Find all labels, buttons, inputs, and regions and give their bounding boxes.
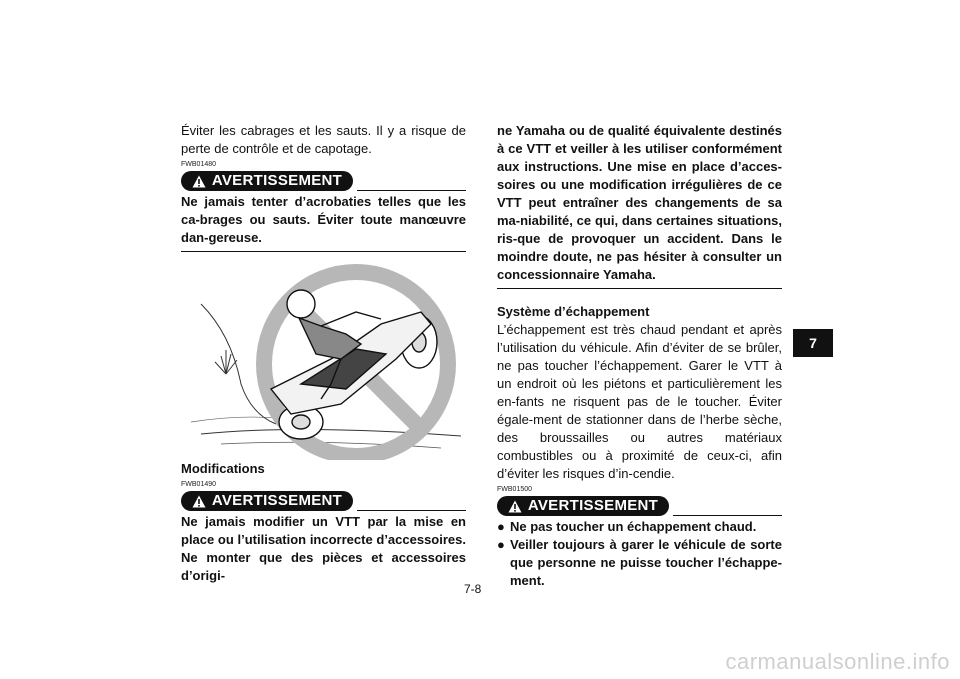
warning-continuation-text: ne Yamaha ou de qualité équivalente destinés à ce VTT et veiller à les utiliser conformément aux instructions. Une mise en place d’acces-soires ou une modification irrégulières de ce VTT peut entraîner des changements de sa ma-niabilité, ce qui, dans certaines situations, ris-que de provoquer un accident. Dans le moindre doute, ne pas hésiter à consulter un concessionnaire Yamaha. bbox=[497, 123, 782, 282]
section-title-exhaust: Système d’échappement bbox=[497, 304, 650, 319]
section-title-modifications: Modifications bbox=[181, 461, 265, 476]
exhaust-paragraph: L’échappement est très chaud pendant et après l’utilisation du véhicule. Afin d’éviter de se brûler, ne pas toucher l’échappement. Garer le VTT à un endroit où les piétons et particulièrement les en-fants ne risquent pas de le toucher. Éviter égale-ment de stationner dans de l’herbe sèche, des broussailles ou autres matériaux combustibles ou à proximité de ceux-ci, afin d’éviter les risques d’in-cendie. bbox=[497, 322, 782, 481]
warning-rule bbox=[357, 190, 466, 191]
warning-badge bbox=[181, 491, 353, 511]
warning-rule bbox=[673, 515, 782, 516]
warning-label: AVERTISSEMENT bbox=[211, 172, 343, 189]
warning-triangle-icon bbox=[192, 495, 206, 508]
warning-code: FWB01490 bbox=[181, 481, 217, 488]
warning-banner bbox=[181, 171, 466, 193]
warning-text: Ne jamais tenter d’acrobaties telles que les ca-brages ou sauts. Éviter toute manœuvre dan-gereuse. bbox=[181, 194, 466, 245]
atv-wheelie-illustration bbox=[181, 264, 466, 460]
page-number: 7-8 bbox=[464, 582, 482, 596]
warning-code: FWB01500 bbox=[497, 486, 533, 493]
left-column bbox=[181, 122, 466, 585]
warning-text: Ne jamais modifier un VTT par la mise en place ou l’utilisation incorrecte d’accessoires. Ne monter que des pièces et accessoires d’origi- bbox=[181, 514, 466, 583]
warning-bullet-list bbox=[497, 518, 782, 590]
list-item: ● Veiller toujours à garer le véhicule de sorte que personne ne puisse toucher l’échappe-ment. bbox=[497, 537, 782, 588]
bullet-dot-icon: ● bbox=[497, 537, 505, 552]
warning-badge bbox=[497, 496, 669, 516]
warning-badge bbox=[181, 171, 353, 191]
right-column bbox=[497, 122, 782, 590]
warning-label: AVERTISSEMENT bbox=[527, 497, 659, 514]
warning-label: AVERTISSEMENT bbox=[211, 492, 343, 509]
warning-end-rule bbox=[181, 251, 466, 252]
bullet-dot-icon: ● bbox=[497, 519, 505, 534]
warning-banner bbox=[497, 496, 782, 518]
warning-triangle-icon bbox=[192, 175, 206, 188]
chapter-tab: 7 bbox=[793, 329, 833, 357]
warning-end-rule bbox=[497, 288, 782, 289]
intro-paragraph: Éviter les cabrages et les sauts. Il y a risque de perte de contrôle et de capotage. bbox=[181, 123, 466, 156]
list-item: ● Ne pas toucher un échappement chaud. bbox=[497, 519, 757, 534]
warning-triangle-icon bbox=[508, 500, 522, 513]
warning-code: FWB01480 bbox=[181, 161, 217, 168]
atv-prohibited-illustration bbox=[181, 264, 466, 460]
warning-rule bbox=[357, 510, 466, 511]
watermark: carmanualsonline.info bbox=[725, 649, 950, 674]
warning-banner bbox=[181, 491, 466, 513]
